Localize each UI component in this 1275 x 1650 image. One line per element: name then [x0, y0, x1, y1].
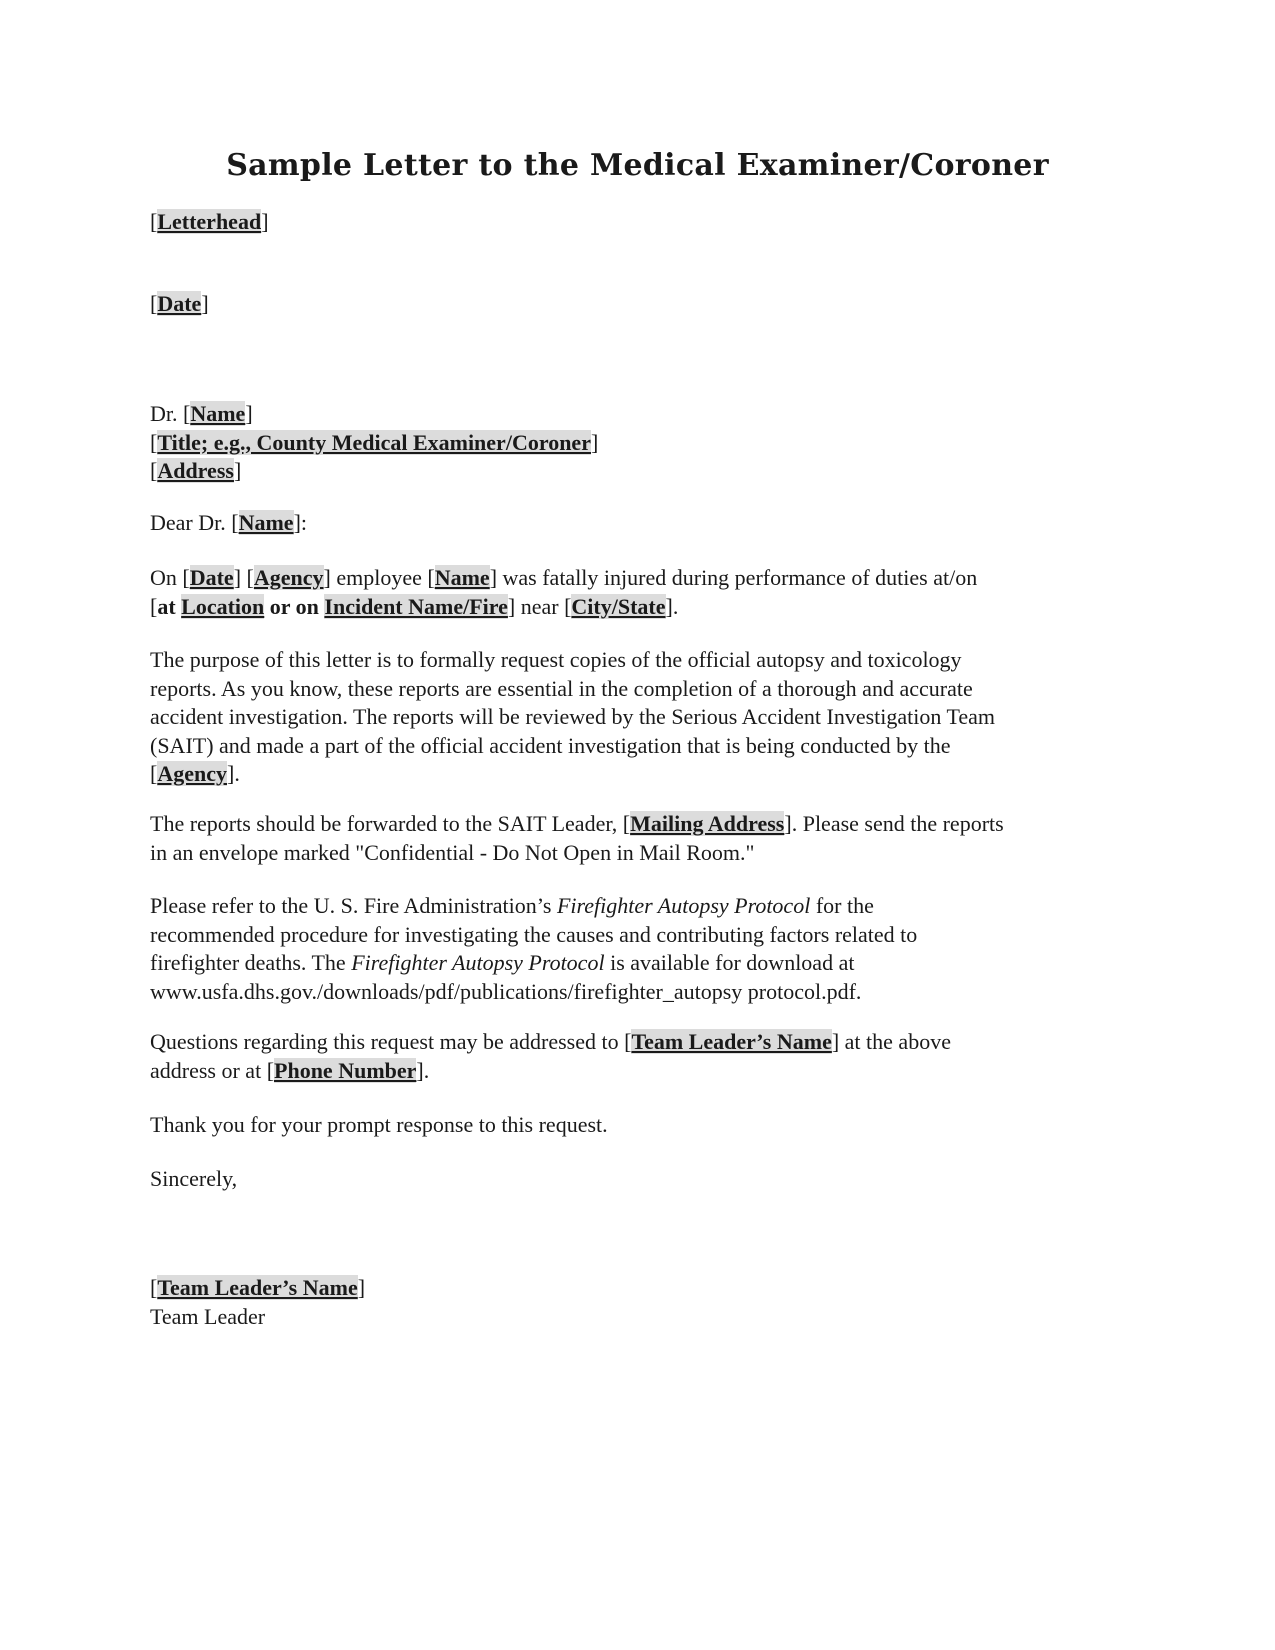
p2-line3: accident investigation. The reports will be reviewed by the Serious Accident Investigation Team [150, 704, 996, 729]
paragraph-protocol [150, 892, 1130, 1006]
p5-line2: address or at [Phone Number]. [150, 1057, 430, 1083]
p5-rest: at the above [839, 1029, 951, 1054]
p3-start: The reports should be forwarded to the SAIT Leader, [150, 811, 623, 836]
p4-protocol-title-2: Firefighter Autopsy Protocol [351, 950, 605, 975]
p1-at: at [157, 593, 182, 619]
signature-name-line: [Team Leader’s Name] [150, 1275, 366, 1300]
salutation-text: Dear Dr. [150, 510, 232, 535]
p4-line1 [150, 892, 1130, 921]
p1-date-field[interactable]: Date [189, 565, 234, 590]
p1-employee: employee [330, 565, 428, 590]
date-placeholder: [Date] [150, 291, 209, 316]
p4-end1: for the [810, 893, 874, 918]
recipient-title-line: [Title; e.g., County Medical Examiner/Coroner] [150, 429, 599, 455]
p1-incident-field[interactable]: Incident Name/Fire [324, 593, 508, 619]
recipient-address-line: [Address] [150, 458, 242, 483]
p5-end: . [423, 1057, 430, 1083]
p2-end: . [234, 761, 240, 786]
recipient-address-field[interactable]: Address [157, 458, 234, 483]
p1-agency-field[interactable]: Agency [253, 565, 324, 590]
p1-on: On [150, 565, 183, 590]
p4-start: Please refer to the U. S. Fire Administration’s [150, 893, 557, 918]
recipient-block [150, 400, 1130, 486]
p1-location-field[interactable]: Location [181, 593, 265, 619]
closing: Sincerely, [150, 1166, 238, 1191]
p1-rest: was fatally injured during performance of duties at/on [497, 565, 978, 590]
paragraph-thanks: Thank you for your prompt response to this request. [150, 1112, 608, 1137]
p5-line1: Questions regarding this request may be addressed to [Team Leader’s Name] at the above [150, 1029, 951, 1054]
p2-line5: [Agency]. [150, 761, 240, 786]
p2-line1: The purpose of this letter is to formally request copies of the official autopsy and toxicology [150, 647, 962, 672]
salutation-colon: : [300, 510, 308, 535]
p3-mailing-address-field[interactable]: Mailing Address [630, 811, 785, 836]
letterhead-placeholder: [Letterhead] [150, 209, 269, 234]
p1-end: . [672, 593, 679, 619]
p1-city-state-field[interactable]: City/State [571, 593, 666, 619]
p1-near: near [515, 593, 565, 619]
p2-line4: (SAIT) and made a part of the official accident investigation that is being conducted by the [150, 732, 951, 758]
paragraph-questions [150, 1028, 1130, 1085]
p4-line3 [150, 949, 1130, 978]
p4-protocol-title: Firefighter Autopsy Protocol [556, 893, 811, 918]
p5-team-leader-field[interactable]: Team Leader’s Name [631, 1029, 832, 1054]
recipient-prefix: Dr. [150, 401, 183, 426]
p5-phone-field[interactable]: Phone Number [274, 1057, 417, 1083]
p4-download-url: www.usfa.dhs.gov./downloads/pdf/publications/firefighter_autopsy protocol.pdf. [150, 978, 862, 1004]
recipient-name-field[interactable]: Name [190, 401, 246, 426]
signature-role: Team Leader [150, 1303, 266, 1329]
p3-rest: . Please send the reports [791, 811, 1004, 836]
signature-block [150, 1274, 1130, 1331]
p1-or-on: or on [264, 593, 325, 619]
signature-name-field[interactable]: Team Leader’s Name [157, 1275, 358, 1300]
p2-agency-field[interactable]: Agency [157, 761, 227, 786]
recipient-title-field[interactable]: Title; e.g., County Medical Examiner/Coroner [157, 429, 591, 455]
paragraph-purpose [150, 646, 1130, 789]
paragraph-forwarding [150, 810, 1130, 867]
p5-line2a: address or at [150, 1057, 267, 1083]
salutation: Dear Dr. [Name]: [150, 510, 308, 535]
p3-line2: in an envelope marked "Confidential - Do Not Open in Mail Room." [150, 839, 755, 865]
paragraph-incident [150, 564, 1130, 621]
date-field[interactable]: Date [157, 291, 202, 316]
page-title: Sample Letter to the Medical Examiner/Coroner [226, 148, 1049, 183]
p2-line2: reports. As you know, these reports are essential in the completion of a thorough and accurate [150, 675, 973, 701]
p3-line1: The reports should be forwarded to the SAIT Leader, [Mailing Address]. Please send the reports [150, 811, 1004, 836]
p4-line3a: firefighter deaths. The [150, 950, 352, 975]
paragraph-incident-line1: On [Date] [Agency] employee [Name] was fatally injured during performance of duties at/on [150, 565, 978, 590]
recipient-name-line: Dr. [Name] [150, 401, 253, 426]
p4-line3b: is available for download at [604, 950, 855, 975]
letterhead-field[interactable]: Letterhead [157, 209, 262, 234]
p1-name-field[interactable]: Name [434, 565, 490, 590]
salutation-name-field[interactable]: Name [238, 510, 294, 535]
paragraph-incident-line2: [at Location or on Incident Name/Fire] near [City/State]. [150, 593, 679, 619]
p4-line2: recommended procedure for investigating the causes and contributing factors related to [150, 921, 918, 947]
p5-start: Questions regarding this request may be addressed to [150, 1029, 625, 1054]
